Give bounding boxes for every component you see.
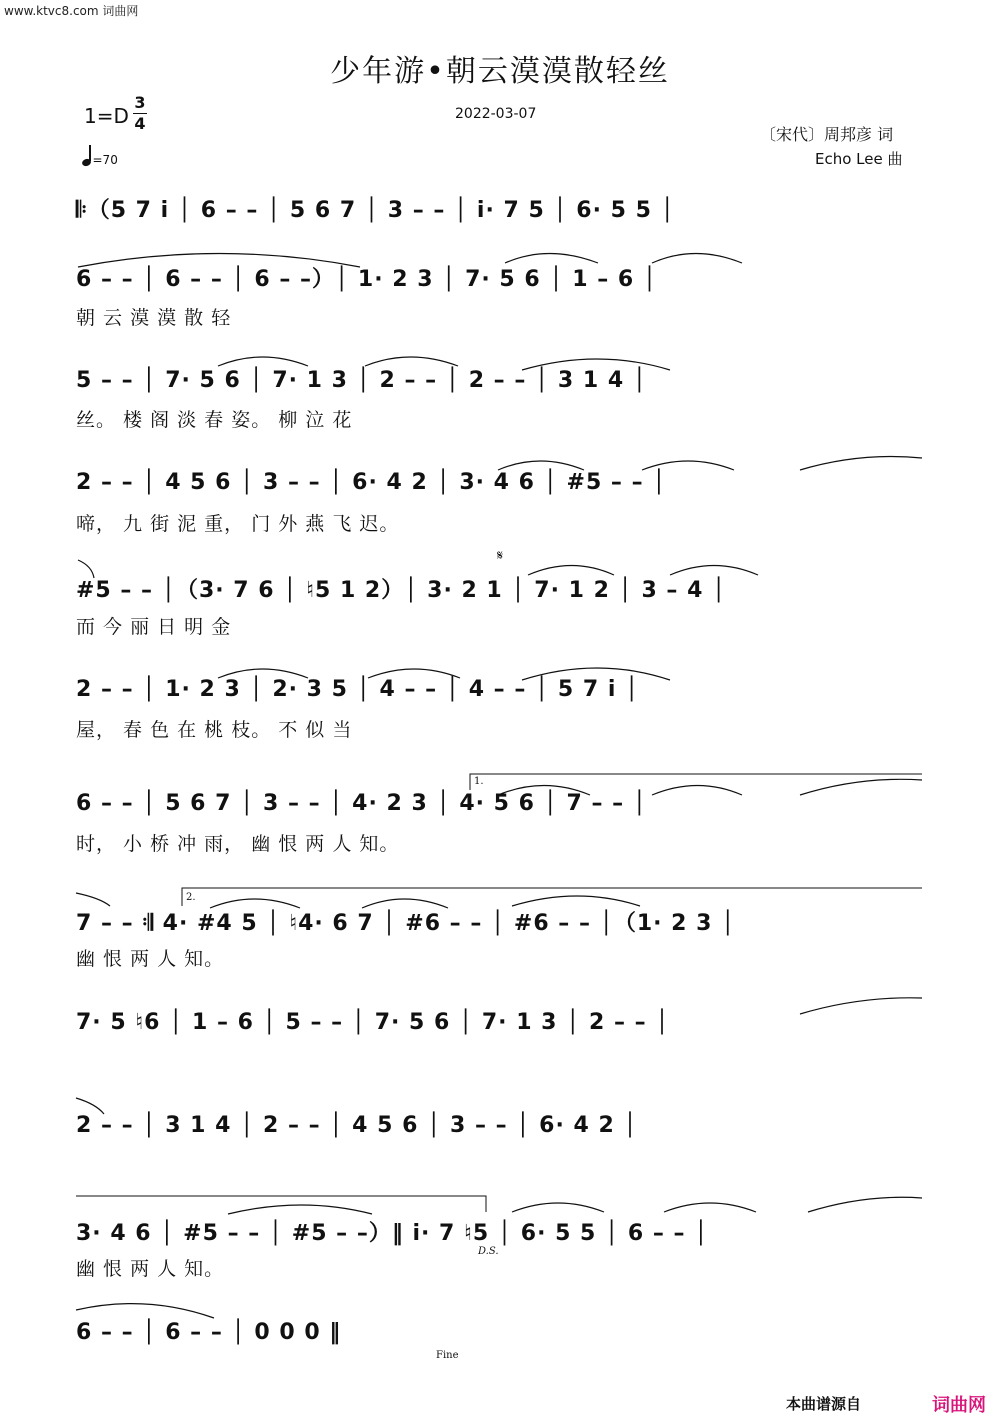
slur [670, 566, 758, 576]
slur [528, 566, 614, 576]
lyric-row: 屋， 春 色 在 桃 枝。 不 似 当 [76, 719, 353, 741]
lyric-row: 幽 恨 两 人 知。 [76, 1258, 225, 1280]
ds-mark: D.S. [478, 1246, 499, 1257]
slur [76, 1098, 104, 1114]
slur [808, 1197, 922, 1212]
notation-row: 𝄆（5 7 i │ 6 – – │ 5 6 7 │ 3 – – │ i· 7 5 │ 6· 5 5 │ [76, 198, 675, 223]
lyric-row: 啼， 九 街 泥 重， 门 外 燕 飞 迟。 [76, 513, 400, 535]
notation-row: 2 – – │ 1· 2 3 │ 2· 3 5 │ 4 – – │ 4 – – │ 5 7 i │ [76, 677, 640, 702]
slur [76, 893, 110, 906]
lyric-row: 丝。 楼 阁 淡 春 姿。 柳 泣 花 [76, 409, 353, 431]
slur [664, 1203, 756, 1212]
notation-row: 5 – – │ 7· 5 6 │ 7· 1 3 │ 2 – – │ 2 – – │ 3 1 4 │ [76, 368, 648, 393]
song-title: 少年游•朝云漠漠散轻丝 [330, 54, 670, 89]
slur [365, 357, 458, 366]
lyric-row: 幽 恨 两 人 知。 [76, 948, 225, 970]
lyric-row: 而 今 丽 日 明 金 [76, 616, 232, 638]
slur [362, 899, 448, 908]
slur [642, 461, 734, 470]
slur [76, 1304, 214, 1318]
slur [218, 357, 308, 366]
slur [522, 359, 670, 370]
slur [512, 896, 640, 906]
time-signature-top: 3 [134, 93, 146, 112]
footer-brand-link[interactable]: 词曲网 [932, 1395, 986, 1416]
notation-row: 2 – – │ 4 5 6 │ 3 – – │ 6· 4 2 │ 3· 4 6 │ #5 – – │ [76, 470, 667, 495]
slur [498, 786, 590, 796]
repeat-bracket [76, 1196, 486, 1212]
fine-mark: Fine [436, 1350, 459, 1361]
notation-row: 2 – – │ 3 1 4 │ 2 – – │ 4 5 6 │ 3 – – │ 6· 4 2 │ [76, 1113, 638, 1138]
slur [800, 779, 922, 795]
date: 2022-03-07 [455, 106, 537, 122]
slur [652, 254, 742, 264]
slur [800, 998, 922, 1014]
slur [800, 457, 922, 471]
slur [228, 1205, 372, 1214]
notation-row: 6 – – │ 6 – – │ 0 0 0 ‖ [76, 1320, 342, 1345]
key-signature: 1=D [84, 104, 129, 128]
first-ending-mark: 1. [474, 776, 484, 787]
slur [522, 668, 670, 680]
slur [218, 669, 308, 678]
segno-mark: 𝄋 [497, 548, 504, 564]
slur [505, 254, 598, 264]
notation-row: 7 – – 𝄇 4· #4 5 │ ♮4· 6 7 │ #6 – – │ #6 – – │（1· 2 3 │ [76, 911, 736, 936]
lyricist: 〔宋代〕周邦彦 词 [760, 125, 894, 144]
slur [210, 899, 300, 908]
slur [498, 461, 584, 470]
slur [512, 1203, 604, 1212]
lyric-row: 时， 小 桥 冲 雨， 幽 恨 两 人 知。 [76, 833, 400, 855]
lyric-row: 朝 云 漠 漠 散 轻 [76, 307, 232, 329]
slur [78, 560, 94, 578]
notation-row: #5 – – │（3· 7 6 │ ♮5 1 2）│ 3· 2 1 │ 7· 1 2 │ 3 – 4 │ [76, 578, 727, 603]
composer: Echo Lee 曲 [815, 150, 903, 168]
notation-row: 6 – – │ 5 6 7 │ 3 – – │ 4· 2 3 │ 4· 5 6 │ 7 – – │ [76, 791, 648, 816]
footer-source: 本曲谱源自 [786, 1395, 862, 1413]
slur [78, 254, 360, 268]
tempo-value: =70 [92, 153, 118, 167]
second-ending-mark: 2. [186, 892, 196, 903]
slur [368, 669, 460, 678]
notation-row: 3· 4 6 │ #5 – – │ #5 – –）‖ i· 7 ♮5 │ 6· 5 5 │ 6 – – │ [76, 1221, 709, 1246]
slur [652, 786, 742, 796]
notation-row: 7· 5 ♮6 │ 1 – 6 │ 5 – – │ 7· 5 6 │ 7· 1 3 │ 2 – – │ [76, 1010, 670, 1035]
time-signature-bottom: 4 [134, 114, 146, 133]
notation-row: 6 – – │ 6 – – │ 6 – –）│ 1· 2 3 │ 7· 5 6 │ 1 – 6 │ [76, 267, 658, 292]
site-url[interactable]: www.ktvc8.com 词曲网 [4, 4, 139, 18]
